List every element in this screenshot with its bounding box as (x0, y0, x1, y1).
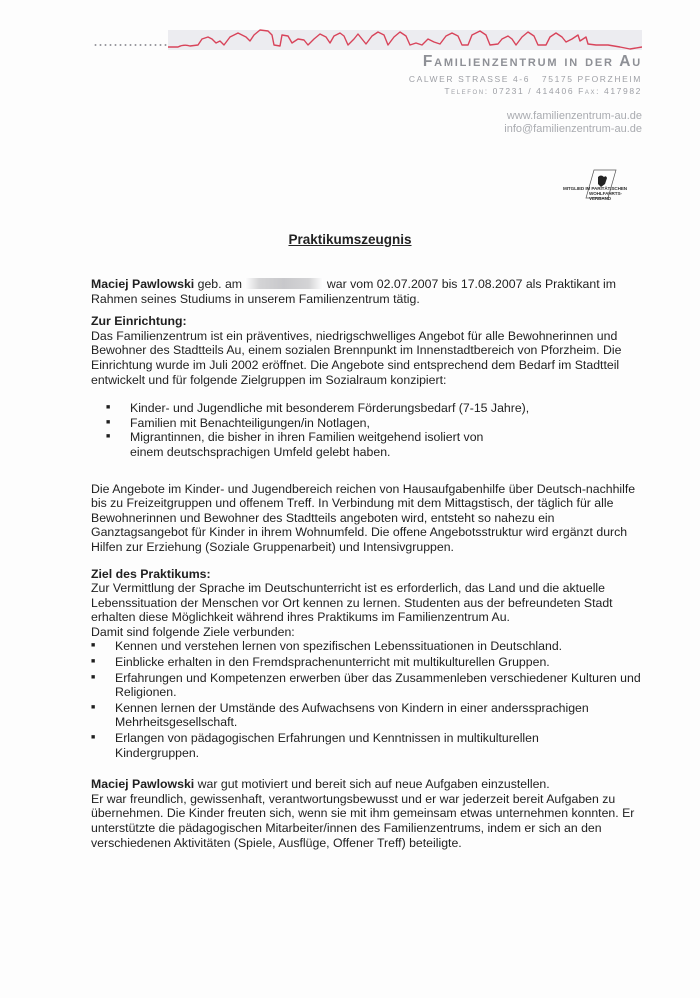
list-item: ■ Kennen und verstehen lernen von spezifischen Lebenssituationen in Deutschland. (91, 639, 563, 654)
angebote-paragraph: Die Angebote im Kinder- und Jugendbereich reichen von Hausaufgabenhilfe über Deutsch-nachhilfe bis zu Freizeitgruppen und offenem Treff. In Verbindung mit dem Mittagstisch, der täglich für alle Bewohnerinnen und Bewohner des Stadtteils angeboten wird, entsteht so nahezu ein Ganztagsangebot für Kinder in ihrem Wohnumfeld. Die offene Angebotsstruktur wird ergänzt durch Hilfen zur Erziehung (Soziale Gruppenarbeit) und Intensivgruppen. (91, 481, 636, 554)
dotted-leader (93, 43, 167, 47)
list-item: ■ Erfahrungen und Kompetenzen erwerben über das Zusammenleben verschiedener Kulturen und Religionen. (91, 670, 641, 700)
member-badge-text: MITGLIED IM PARITÄTISCHEN WOHLFAHRTS- VERBAND (563, 186, 628, 201)
target-groups-list (106, 401, 651, 459)
einrichtung-paragraph: Das Familienzentrum ist ein präventives, niedrigschwelliges Angebot für alle Bewohnerinnen und Bewohner des Stadtteils Au, einem sozialen Brennpunkt im Innenstadtbereich von Pforzheim. Die Einrichtung wurde im Juli 2002 eröffnet. Die Angebote sind entsprechend dem Bedarf im Stadtteil entwickelt und für folgende Zielgruppen im Sozialraum konzipiert: (91, 328, 622, 387)
list-item: ■ Kennen lernen der Umstände des Aufwachsens von Kindern in einer anderssprachigen Mehrheitsgesellschaft. (91, 700, 589, 730)
document-title: Praktikumszeugnis (288, 232, 412, 247)
list-item: ■ Einblicke erhalten in den Fremdsprachenunterricht mit multikulturellen Gruppen. (91, 655, 550, 670)
org-name: Familienzentrum in der Au (422, 53, 642, 70)
list-item: ■ Familien mit Benachteiligungen/in Notlagen, (106, 415, 370, 430)
list-item: ■ Kinder- und Jugendliche mit besonderem Förderungsbedarf (7-15 Jahre), (106, 401, 530, 416)
intern-name: Maciej Pawlowski (91, 777, 195, 792)
list-item: ■ Erlangen von pädagogischen Erfahrungen und Kenntnissen in multikulturellen Kindergruppen. (91, 731, 539, 760)
intern-name: Maciej Pawlowski (91, 277, 195, 291)
section-heading-einrichtung: Zur Einrichtung: (91, 314, 187, 329)
redacted-birth-date (245, 278, 323, 289)
bullet-icon: ■ (106, 418, 111, 426)
intro-paragraph: Maciej Pawlowski geb. am war vom 02.07.2007 bis 17.08.2007 als Praktikant im Rahmen seines Studiums in unserem Familienzentrum tätig. (91, 277, 617, 306)
list-item: ■ Migrantinnen, die bisher in ihren Familien weitgehend isoliert von einem deutschsprachigen Umfeld gelebt haben. (106, 430, 484, 459)
assessment-paragraph: Er war freundlich, gewissenhaft, verantwortungsbewusst und er war jederzeit bereit Aufgaben zu übernehmen. Die Kinder freuten sich, wenn sie mit ihm gemeinsam etwas unternehmen konnten. Er unterstützte die pädagogischen Mitarbeiter/innen des Familienzentrums, indem er sich an den verschiedenen Aktivitäten (Spiele, Ausflüge, Offener Treff) beteiligte. (91, 791, 635, 850)
ziel-lead: Damit sind folgende Ziele verbunden: (91, 624, 295, 639)
house-skyline-icon (168, 27, 642, 53)
goals-list (91, 639, 651, 760)
closing-paragraph: Maciej Pawlowski war gut motiviert und bereit sich auf neue Aufgaben einzustellen. (91, 777, 550, 792)
bullet-icon: ■ (91, 642, 96, 650)
org-contact (504, 110, 642, 136)
org-phone: Telefon: 07231 / 414406 Fax: 417982 (444, 86, 642, 96)
org-address: CALWER STRASSE 4-6 75175 PFORZHEIM (408, 74, 642, 84)
email-link[interactable]: info@familienzentrum-au.de (504, 123, 642, 135)
document-body (91, 277, 651, 850)
website-link[interactable]: www.familienzentrum-au.de (506, 110, 642, 122)
bullet-icon: ■ (91, 703, 96, 711)
bullet-icon: ■ (106, 433, 111, 441)
bullet-icon: ■ (106, 404, 111, 412)
bullet-icon: ■ (91, 734, 96, 742)
bullet-icon: ■ (91, 673, 96, 681)
section-heading-ziel: Ziel des Praktikums: (91, 566, 211, 581)
ziel-paragraph: Zur Vermittlung der Sprache im Deutschunterricht ist es erforderlich, das Land und die aktuelle Lebenssituation der Menschen vor Ort kennen zu lernen. Studenten aus der befreundeten Stadt erhalten diese Möglichkeit während ihres Praktikums im Familienzentrum Au. (91, 581, 613, 625)
bullet-icon: ■ (91, 658, 96, 666)
